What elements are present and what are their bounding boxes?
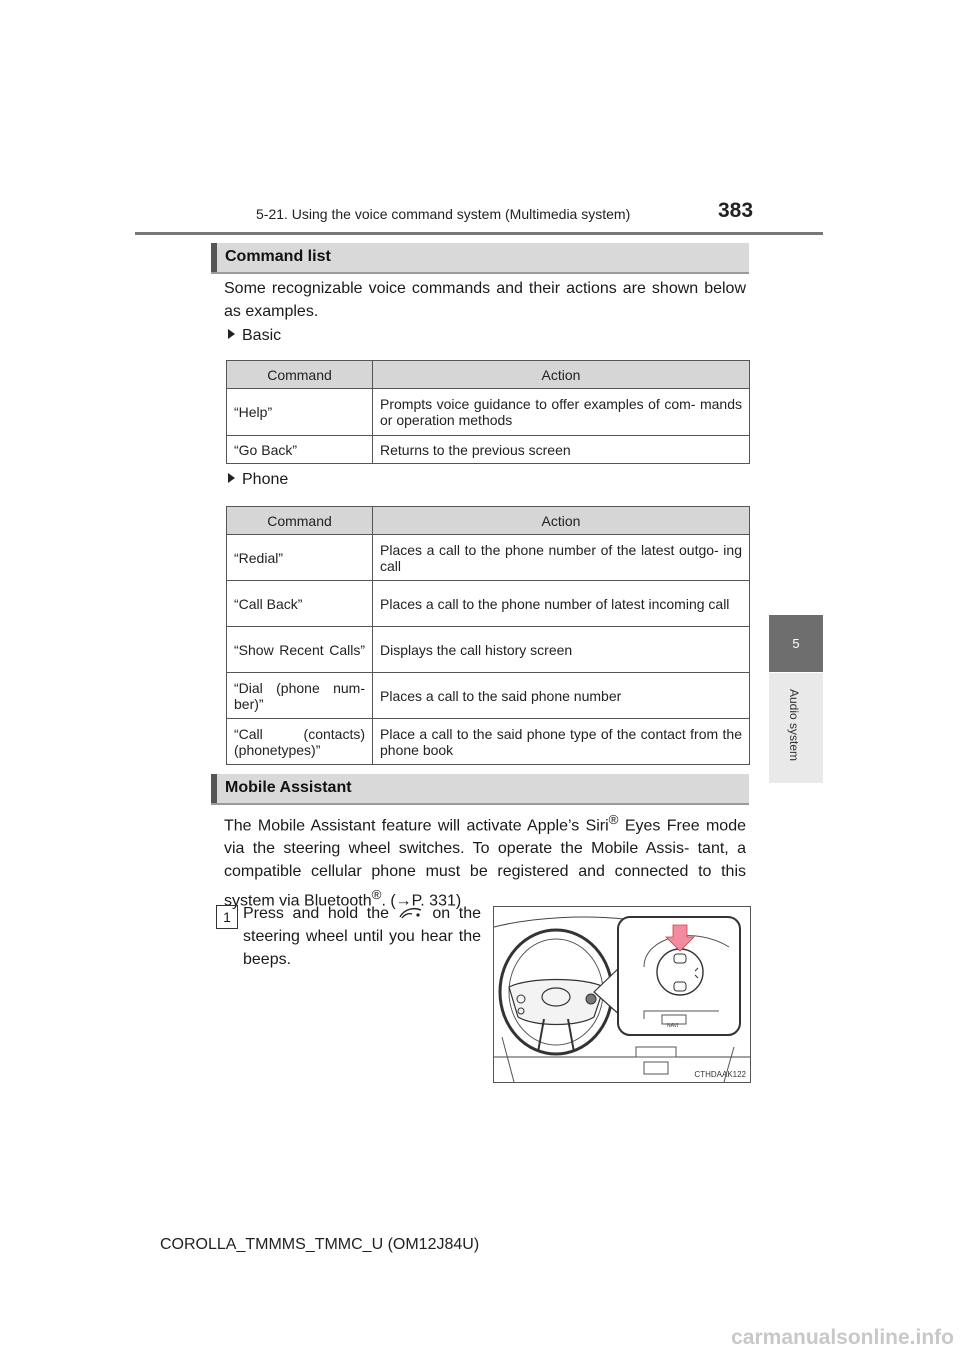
section-heading-text: Command list <box>225 248 331 265</box>
command-cell: “Call Back” <box>227 581 373 627</box>
command-cell: “Redial” <box>227 535 373 581</box>
table-row <box>227 627 750 673</box>
action-cell: Places a call to the phone number of latest incoming call <box>373 581 750 627</box>
table-row <box>227 436 750 464</box>
para-part-2: Eyes Free mode via the steering wheel switches. To operate the Mobile Assis- tant, a compatible cellular phone must be registered and connected to this system via Bluetooth <box>224 817 746 910</box>
chapter-tab-title <box>759 680 829 770</box>
col-header-action: Action <box>373 361 750 389</box>
command-list-intro: Some recognizable voice commands and their actions are shown below as examples. <box>224 280 746 320</box>
switch-label: NAVI <box>667 1023 679 1029</box>
site-watermark: carmanualsonline.info <box>731 1326 954 1349</box>
section-heading-command-list <box>211 243 749 274</box>
action-cell: Place a call to the said phone type of the contact from the phone book <box>373 719 750 765</box>
table-row <box>227 389 750 436</box>
para-part-1: The Mobile Assistant feature will activate Apple’s Siri <box>224 817 609 835</box>
command-cell: “Call (contacts) (phonetypes)” <box>227 719 373 765</box>
footer-model-code: COROLLA_TMMMS_TMMC_U (OM12J84U) <box>160 1236 480 1253</box>
command-cell: “Help” <box>227 389 373 436</box>
phone-command-table <box>226 506 750 765</box>
running-header-title: 5-21. Using the voice command system (Multimedia system) <box>256 206 631 222</box>
action-cell: Displays the call history screen <box>373 627 750 673</box>
command-cell: “Dial (phone num- ber)” <box>227 673 373 719</box>
table-header-row <box>227 361 750 389</box>
col-header-action: Action <box>373 507 750 535</box>
illustration-code: CTHDAAK122 <box>694 1070 746 1079</box>
basic-command-table <box>226 360 750 464</box>
command-cell: “Show Recent Calls” <box>227 627 373 673</box>
subhead-basic <box>228 327 281 345</box>
col-header-command: Command <box>227 361 373 389</box>
table-header-row <box>227 507 750 535</box>
table-row <box>227 535 750 581</box>
step-number-box: 1 <box>216 905 238 929</box>
action-cell: Places a call to the phone number of the latest outgo- ing call <box>373 535 750 581</box>
step-instruction <box>243 902 481 971</box>
chapter-tab-number: 5 <box>769 615 823 672</box>
page-number: 383 <box>718 199 754 222</box>
subhead-basic-label: Basic <box>242 327 282 344</box>
subhead-phone-label: Phone <box>242 471 289 488</box>
chapter-tab-title-text: Audio system <box>787 688 801 762</box>
section-heading-mobile-assistant <box>211 774 749 805</box>
mobile-assistant-paragraph <box>224 808 746 913</box>
action-cell: Returns to the previous screen <box>373 436 750 464</box>
step-text-a: Press and hold the <box>243 905 390 922</box>
header-rule <box>135 232 823 235</box>
triangle-bullet-icon <box>228 473 235 483</box>
registered-mark: ® <box>371 887 382 903</box>
action-cell: Prompts voice guidance to offer examples of com- mands or operation methods <box>373 389 750 436</box>
subhead-phone <box>228 471 288 489</box>
step-text-b: on the steering wheel until you hear the beeps. <box>243 905 482 968</box>
section-heading-text: Mobile Assistant <box>225 779 352 796</box>
command-cell: “Go Back” <box>227 436 373 464</box>
table-row <box>227 581 750 627</box>
table-row <box>227 719 750 765</box>
steering-wheel-illustration <box>493 906 751 1083</box>
steering-wheel-drawing <box>494 907 750 1082</box>
action-cell: Places a call to the said phone number <box>373 673 750 719</box>
registered-mark: ® <box>608 812 619 827</box>
triangle-bullet-icon <box>228 329 235 339</box>
col-header-command: Command <box>227 507 373 535</box>
para-part-3: . (→P. 331) <box>381 892 462 910</box>
talk-switch-icon <box>398 906 424 920</box>
table-row <box>227 673 750 719</box>
